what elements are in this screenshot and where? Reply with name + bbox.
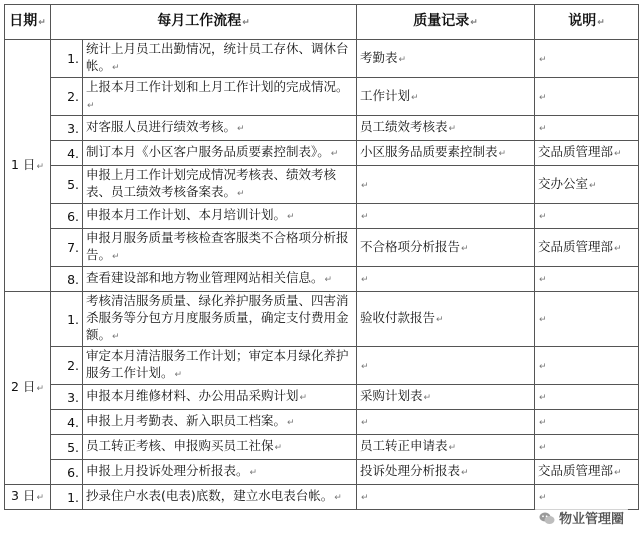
record-text: 考勤表: [360, 49, 398, 65]
record-text: 验收付款报告: [360, 310, 436, 325]
task-cell: [83, 166, 357, 204]
header-row: [5, 5, 639, 40]
task-cell: [83, 40, 357, 78]
paragraph-mark: ↵: [361, 493, 369, 503]
paragraph-mark: ↵: [539, 315, 547, 325]
step-number-text: 6.: [67, 464, 79, 480]
paragraph-mark: ↵: [539, 124, 547, 134]
table-row: [5, 347, 639, 385]
date-label: 1 日: [11, 156, 36, 172]
paragraph-mark: ↵: [112, 252, 120, 262]
task-cell: [83, 435, 357, 460]
note-cell: [535, 292, 639, 347]
step-number-text: 3.: [67, 120, 79, 136]
paragraph-mark: ↵: [448, 124, 457, 134]
step-number-text: 1.: [67, 51, 79, 66]
note-cell: [535, 435, 639, 460]
paragraph-mark: ↵: [539, 361, 547, 372]
paragraph-mark: ↵: [334, 493, 342, 503]
step-number: [51, 229, 83, 267]
paragraph-mark: ↵: [461, 243, 469, 254]
note-cell: [535, 347, 639, 385]
header-date: 日期↵: [5, 5, 51, 40]
paragraph-mark: ↵: [539, 54, 547, 65]
step-number: [51, 410, 83, 435]
note-cell: [535, 116, 639, 141]
paragraph-mark: ↵: [539, 275, 547, 285]
step-number: [51, 116, 83, 141]
step-number: [51, 292, 83, 347]
task-text: 考核清洁服务质量、绿化养护服务质量、四害消杀服务等分包方月度服务质量，确定支付费用金额。: [86, 293, 349, 342]
paragraph-mark: ↵: [112, 63, 120, 73]
paragraph-mark: ↵: [589, 180, 597, 191]
record-text: 员工绩效考核表: [360, 119, 448, 134]
task-text: 统计上月员工出勤情况，统计员工存休、调休台帐。: [86, 41, 349, 73]
note-cell: [535, 78, 639, 116]
task-text: 员工转正考核、申报购买员工社保: [86, 438, 274, 453]
task-text: 申报本月工作计划、本月培训计划。: [86, 207, 287, 222]
step-number: [51, 166, 83, 204]
step-number-text: 2.: [67, 89, 79, 104]
paragraph-mark: ↵: [614, 243, 622, 254]
task-text: 申报上月考勤表、新入职员工档案。: [86, 413, 287, 428]
step-number: [51, 267, 83, 292]
header-task: 每月工作流程↵: [51, 5, 357, 40]
step-number-text: 6.: [67, 208, 79, 224]
date-cell: [5, 485, 51, 510]
note-text: 交品质管理部: [538, 144, 614, 159]
task-text: 上报本月工作计划和上月工作计划的完成情况。: [86, 79, 349, 94]
task-cell: [83, 410, 357, 435]
table-row: [5, 267, 639, 292]
table-row: [5, 116, 639, 141]
paragraph-mark: ↵: [448, 443, 457, 453]
table-row: [5, 141, 639, 166]
note-cell: [535, 141, 639, 166]
task-text: 申报本月维修材料、办公用品采购计划: [86, 388, 299, 403]
note-cell: [535, 485, 639, 510]
note-cell: [535, 410, 639, 435]
table-row: [5, 460, 639, 485]
table-row: [5, 485, 639, 510]
task-cell: [83, 485, 357, 510]
header-note: 说明↵: [535, 5, 639, 40]
paragraph-mark: ↵: [423, 393, 432, 403]
paragraph-mark: ↵: [539, 443, 547, 453]
step-number: [51, 347, 83, 385]
paragraph-mark: ↵: [361, 180, 369, 191]
step-number-text: 3.: [67, 389, 79, 405]
record-text: 小区服务品质要素控制表: [360, 144, 498, 159]
record-cell: [357, 229, 535, 267]
paragraph-mark: ↵: [539, 393, 547, 403]
task-cell: [83, 292, 357, 347]
record-cell: [357, 166, 535, 204]
record-cell: [357, 204, 535, 229]
task-cell: [83, 116, 357, 141]
note-cell: [535, 229, 639, 267]
paragraph-mark: ↵: [36, 161, 44, 172]
note-cell: [535, 204, 639, 229]
paragraph-mark: ↵: [539, 493, 547, 503]
step-number-text: 4.: [67, 414, 79, 430]
record-cell: [357, 435, 535, 460]
record-cell: [357, 347, 535, 385]
paragraph-mark: ↵: [436, 315, 444, 325]
record-text: 投诉处理分析报表: [360, 463, 461, 478]
task-cell: [83, 204, 357, 229]
task-cell: [83, 347, 357, 385]
paragraph-mark: ↵: [287, 212, 295, 222]
task-text: 申报上月投诉处理分析报表。: [86, 463, 249, 478]
record-cell: [357, 78, 535, 116]
record-cell: [357, 460, 535, 485]
note-text: 交品质管理部: [538, 238, 614, 254]
task-text: 申报上月工作计划完成情况考核表、绩效考核表、员工绩效考核备案表。: [86, 167, 337, 199]
record-cell: [357, 141, 535, 166]
paragraph-mark: ↵: [361, 212, 369, 222]
note-cell: [535, 267, 639, 292]
record-text: 工作计划: [360, 87, 411, 103]
step-number: [51, 435, 83, 460]
paragraph-mark: ↵: [324, 275, 333, 285]
paragraph-mark: ↵: [112, 332, 120, 342]
record-cell: [357, 267, 535, 292]
note-text: 交品质管理部: [538, 463, 614, 478]
task-cell: [83, 267, 357, 292]
table-row: [5, 435, 639, 460]
note-cell: [535, 40, 639, 78]
step-number: [51, 141, 83, 166]
paragraph-mark: ↵: [461, 468, 469, 478]
task-text: 抄录住户水表(电表)底数，建立水电表台帐。: [86, 488, 334, 503]
paragraph-mark: ↵: [237, 124, 245, 134]
paragraph-mark: ↵: [237, 189, 245, 199]
task-text: 申报月服务质量考核检查客服类不合格项分析报告。: [86, 230, 349, 262]
record-cell: [357, 385, 535, 410]
record-cell: [357, 116, 535, 141]
date-label: 2 日: [11, 379, 36, 394]
paragraph-mark: ↵: [174, 370, 183, 380]
table-row: [5, 410, 639, 435]
record-cell: [357, 292, 535, 347]
paragraph-mark: ↵: [287, 418, 295, 428]
paragraph-mark: ↵: [539, 92, 547, 103]
paragraph-mark: ↵: [411, 92, 419, 103]
task-cell: [83, 385, 357, 410]
note-cell: [535, 460, 639, 485]
step-number: [51, 78, 83, 116]
paragraph-mark: ↵: [614, 149, 622, 159]
task-text: 审定本月清洁服务工作计划；审定本月绿化养护服务工作计划。: [86, 348, 349, 380]
step-number-text: 5.: [67, 177, 79, 192]
table-row: [5, 166, 639, 204]
step-number: [51, 204, 83, 229]
paragraph-mark: ↵: [36, 384, 44, 394]
task-text: 对客服人员进行绩效考核。: [86, 119, 237, 134]
task-cell: [83, 141, 357, 166]
table-row: [5, 229, 639, 267]
paragraph-mark: ↵: [361, 275, 369, 285]
paragraph-mark: ↵: [539, 418, 547, 428]
step-number: [51, 40, 83, 78]
wechat-icon: [539, 510, 555, 526]
step-number-text: 4.: [67, 145, 79, 161]
record-cell: [357, 410, 535, 435]
paragraph-mark: ↵: [87, 101, 95, 111]
table-row: [5, 204, 639, 229]
step-number-text: 7.: [67, 240, 79, 255]
task-text: 制订本月《小区客户服务品质要素控制表》。: [86, 144, 330, 159]
task-cell: [83, 229, 357, 267]
note-cell: [535, 166, 639, 204]
record-text: 员工转正申请表: [360, 438, 448, 453]
paragraph-mark: ↵: [398, 54, 407, 65]
step-number-text: 5.: [67, 439, 79, 455]
step-number-text: 1.: [67, 489, 79, 505]
monthly-workflow-table: [4, 4, 639, 510]
table-body: [5, 40, 639, 510]
date-label: 3 日: [11, 488, 36, 503]
note-text: 交办公室: [538, 175, 589, 191]
date-cell: [5, 40, 51, 292]
paragraph-mark: ↵: [36, 493, 44, 503]
paragraph-mark: ↵: [274, 443, 283, 453]
step-number-text: 1.: [67, 311, 79, 327]
date-cell: [5, 292, 51, 485]
header-record: 质量记录↵: [357, 5, 535, 40]
paragraph-mark: ↵: [361, 418, 369, 428]
paragraph-mark: ↵: [498, 149, 507, 159]
note-cell: [535, 385, 639, 410]
paragraph-mark: ↵: [539, 212, 547, 222]
table-row: [5, 78, 639, 116]
watermark-text: 物业管理圈: [558, 512, 624, 527]
step-number-text: 8.: [67, 271, 79, 287]
paragraph-mark: ↵: [299, 393, 308, 403]
step-number: [51, 385, 83, 410]
task-text: 查看建设部和地方物业管理网站相关信息。: [86, 270, 324, 285]
record-text: 不合格项分析报告: [360, 238, 461, 254]
watermark: [535, 507, 628, 528]
step-number: [51, 485, 83, 510]
step-number: [51, 460, 83, 485]
table-row: [5, 385, 639, 410]
table-row: [5, 40, 639, 78]
record-cell: [357, 485, 535, 510]
table-row: [5, 292, 639, 347]
paragraph-mark: ↵: [614, 468, 622, 478]
record-text: 采购计划表: [360, 388, 423, 403]
task-cell: [83, 460, 357, 485]
paragraph-mark: ↵: [330, 149, 339, 159]
step-number-text: 2.: [67, 358, 79, 373]
task-cell: [83, 78, 357, 116]
paragraph-mark: ↵: [361, 361, 369, 372]
record-cell: [357, 40, 535, 78]
paragraph-mark: ↵: [249, 468, 258, 478]
